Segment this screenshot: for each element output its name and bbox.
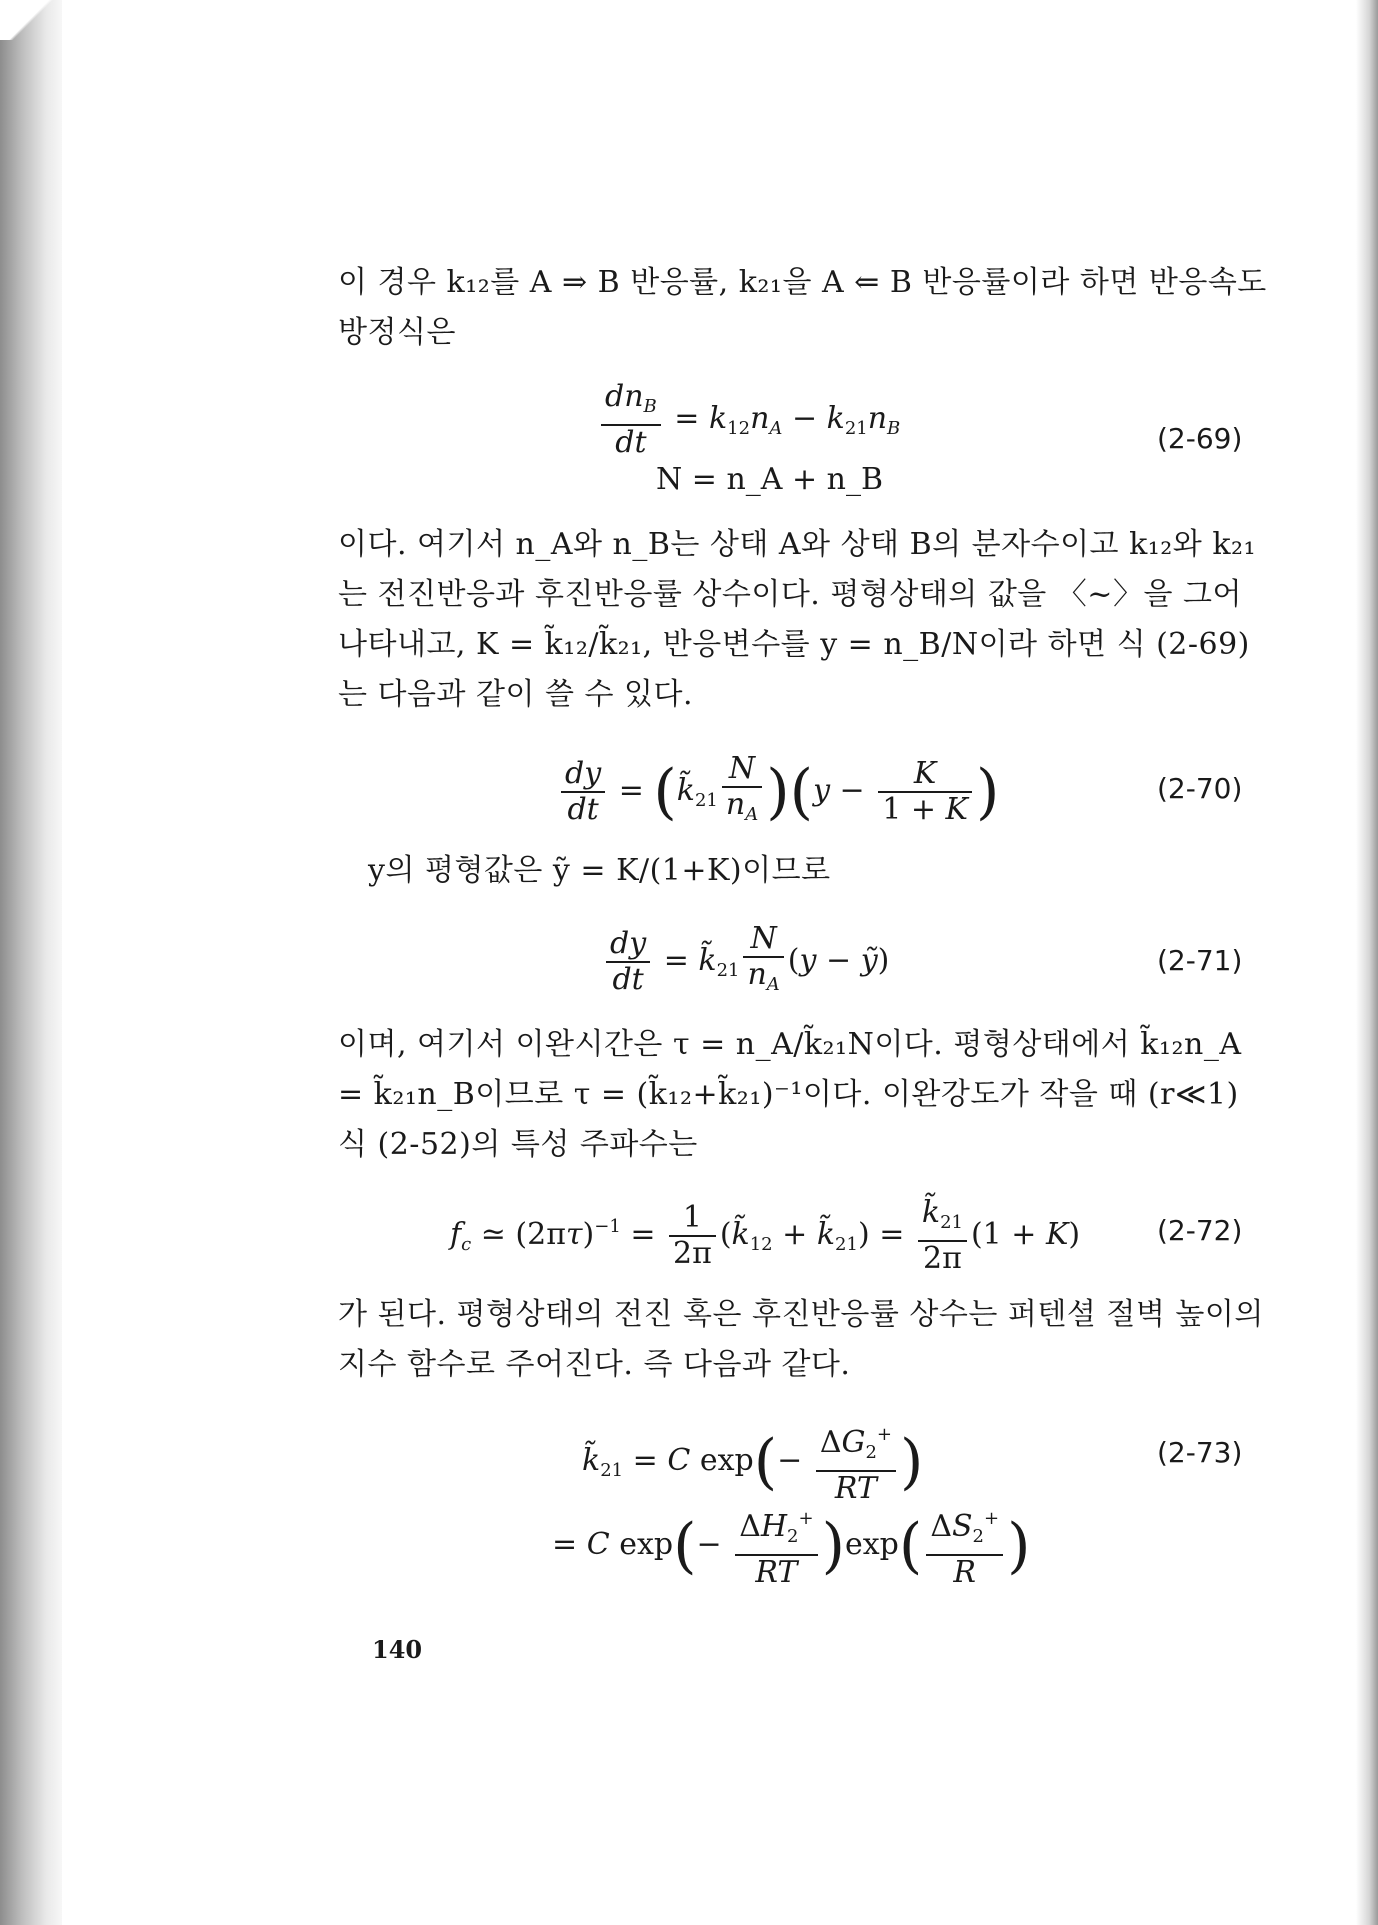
equation-2-71: $\frac{dy}{dt}$ = $k̃_{21}$ $\frac{N}{n_A}$ (y − ỹ) bbox=[602, 922, 889, 1002]
paragraph-4: 이며, 여기서 이완시간은 τ = n_A/k̃₂₁N이다. 평형상태에서 k̃₁₂n_A = k̃₂₁n_B이므로 τ = (k̃₁₂+k̃₂₁)⁻¹이다. 이완강도가 작을 때 (r≪1) 식 (2-52)의 특성 주파수는 bbox=[338, 1027, 1242, 1162]
document-page bbox=[62, 0, 1356, 1925]
equation-number-2-73: (2-73) bbox=[1157, 1436, 1243, 1469]
paragraph-1: 이 경우 k₁₂를 A ⇒ B 반응률, k₂₁을 A ⇐ B 반응률이라 하면 반응속도 방정식은 bbox=[338, 265, 1267, 350]
page-right-shadow bbox=[1356, 0, 1378, 1925]
equation-2-73: $k̃_{21} = C$ exp(− $\frac{\Delta G_2^+}{RT}$ ) bbox=[582, 1418, 923, 1506]
equation-2-69-line2: N = n_A + n_B bbox=[656, 462, 884, 497]
equation-number-2-72: (2-72) bbox=[1157, 1214, 1243, 1247]
equation-2-72: $f_c$ ≃ $(2\pi\tau)^{-1}$ = $\frac{1}{2\pi}$ ($k̃_{12}$ + $k̃_{21}$) = $\frac{k̃_{21}}{2\pi}$ (1 + K) bbox=[450, 1195, 1081, 1276]
equation-2-73-line2: = C exp(− $\frac{\Delta H_2^+}{RT}$ )exp( $\frac{\Delta S_2^+}{R}$ ) bbox=[552, 1502, 1031, 1590]
book-corner bbox=[0, 0, 62, 40]
equation-number-2-70: (2-70) bbox=[1157, 772, 1243, 805]
equation-number-2-69: (2-69) bbox=[1157, 422, 1243, 455]
equation-2-70: $\frac{dy}{dt}$ = ($k̃_{21}$ $\frac{N}{n_A}$ )(y − $\frac{K}{1 + K}$ ) bbox=[557, 752, 999, 832]
paragraph-5: 가 된다. 평형상태의 전진 혹은 후진반응률 상수는 퍼텐셜 절벽 높이의 지수 함수로 주어진다. 즉 다음과 같다. bbox=[338, 1297, 1264, 1382]
paragraph-3: y의 평형값은 ỹ = K/(1+K)이므로 bbox=[368, 853, 831, 888]
equation-2-69: $\frac{dn_B}{dt}$ = $k_{12}n_A - k_{21}n_B$ bbox=[597, 380, 900, 460]
page-number: 140 bbox=[372, 1635, 423, 1664]
book-spine-edge bbox=[0, 0, 62, 1925]
paragraph-2: 이다. 여기서 n_A와 n_B는 상태 A와 상태 B의 분자수이고 k₁₂와 k₂₁는 전진반응과 후진반응률 상수이다. 평형상태의 값을 〈~〉을 그어 나타내고, K = k̃₁₂/k̃₂₁, 반응변수를 y = n_B/N이라 하면 식 (2-69)는 다음과 같이 쓸 수 있다. bbox=[338, 527, 1257, 712]
equation-number-2-71: (2-71) bbox=[1157, 944, 1243, 977]
